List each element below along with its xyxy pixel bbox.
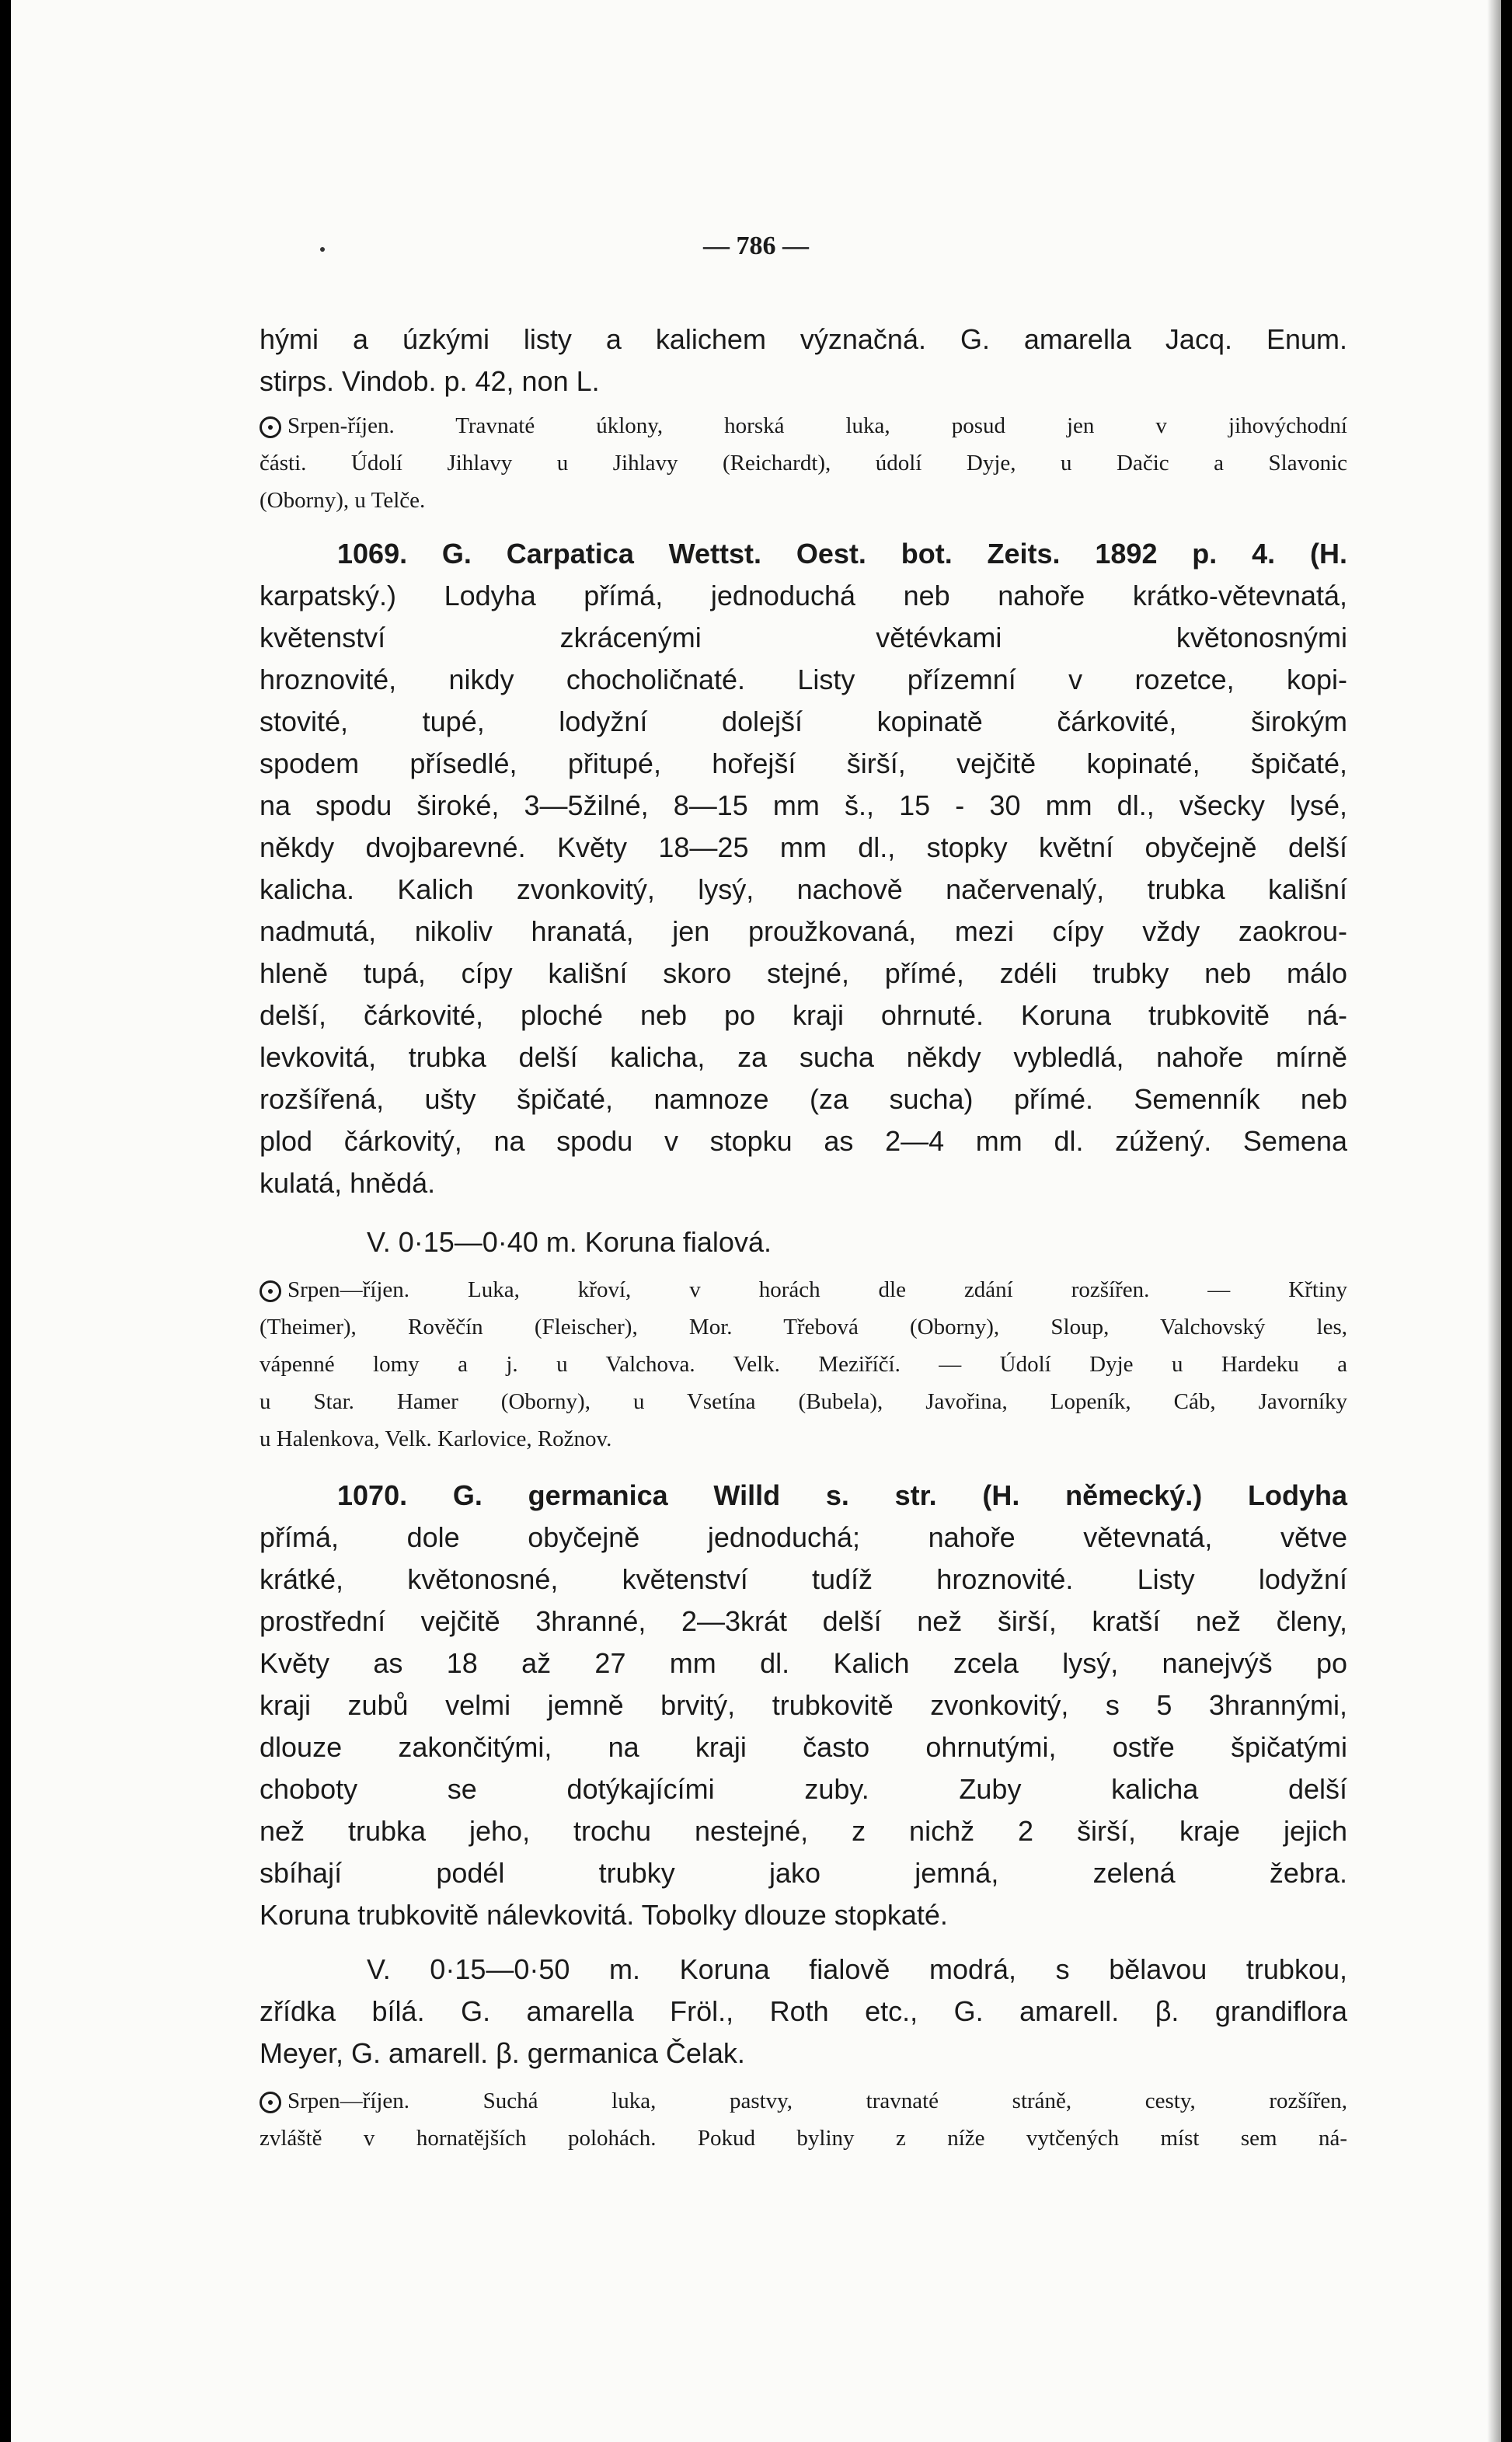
text-line: zvláště v hornatějších polohách. Pokud byliny z níže vytčených míst sem ná- [260,2126,1347,2151]
text-line: Koruna trubkovitě nálevkovitá. Tobolky dlouze stopkaté. [260,1899,948,1931]
text-line: hými a úzkými listy a kalichem význačná. G. amarella Jacq. Enum. [260,323,1347,355]
text-line: dlouze zakončitými, na kraji často ohrnutými, ostře špičatými [260,1731,1347,1763]
page-edge-shadow [1487,0,1501,2442]
text-line: karpatský.) Lodyha přímá, jednoduchá neb nahoře krátko-větevnatá, [260,580,1347,611]
text-line: kalicha. Kalich zvonkovitý, lysý, nachově načervenalý, trubka kališní [260,873,1347,905]
text-line: Srpen-říjen. Travnaté úklony, horská luka, posud jen v jihovýchodní [260,407,1347,444]
text-line: levkovitá, trubka delší kalicha, za sucha někdy vybledlá, nahoře mírně [260,1041,1347,1073]
text-line: (Oborny), u Telče. [260,488,426,513]
page-number: — 786 — [703,232,809,260]
text-line: než trubka jeho, trochu nestejné, z nichž 2 širší, kraje jejich [260,1815,1347,1847]
text-line: sbíhají podél trubky jako jemná, zelená žebra. [260,1857,1347,1889]
text-line: květenství zkrácenými větévkami květonosnými [260,622,1347,653]
text-line: části. Údolí Jihlavy u Jihlavy (Reichardt), údolí Dyje, u Dačic a Slavonic [260,451,1347,476]
text-line: Srpen—říjen. Luka, křoví, v horách dle zdání rozšířen. — Křtiny [260,1271,1347,1308]
species-1070-description [260,1475,1347,1936]
text-line: V. 0·15—0·50 m. Koruna fialově modrá, s bělavou trubkou, [367,1953,1347,1985]
text-line: u Star. Hamer (Oborny), u Vsetína (Bubela), Javořina, Lopeník, Cáb, Javorníky [260,1389,1347,1414]
text-line: stovité, tupé, lodyžní dolejší kopinatě čárkovité, širokým [260,705,1347,737]
text-line: u Halenkova, Velk. Karlovice, Rožnov. [260,1427,612,1451]
text-line: hleně tupá, cípy kališní skoro stejné, přímé, zdéli trubky neb málo [260,957,1347,989]
text-line: delší, čárkovité, ploché neb po kraji ohrnuté. Koruna trubkovitě ná- [260,999,1347,1031]
species-heading: 1070. G. germanica Willd s. str. (H. německý.) Lodyha [337,1479,1347,1511]
text-line: Meyer, G. amarell. β. germanica Čelak. [260,2037,745,2069]
text-line: V. 0·15—0·40 m. Koruna fialová. [367,1226,772,1258]
distribution-note-1 [260,407,1347,519]
species-1069-description [260,533,1347,1204]
document-page [11,0,1501,2442]
text-line: Květy as 18 až 27 mm dl. Kalich zcela lysý, nanejvýš po [260,1647,1347,1679]
annual-plant-icon [260,416,281,438]
annual-plant-icon [260,1280,281,1302]
species-heading: 1069. G. Carpatica Wettst. Oest. bot. Zeits. 1892 p. 4. (H. [337,538,1347,570]
text-line: krátké, květonosné, květenství tudíž hroznovité. Listy lodyžní [260,1563,1347,1595]
text-line: stirps. Vindob. p. 42, non L. [260,365,600,397]
text-line: někdy dvojbarevné. Květy 18—25 mm dl., stopky květní obyčejně delší [260,831,1347,863]
text-line: kraji zubů velmi jemně brvitý, trubkovitě zvonkovitý, s 5 3hrannými, [260,1689,1347,1721]
text-line: přímá, dole obyčejně jednoduchá; nahoře větevnatá, větve [260,1521,1347,1553]
text-line: na spodu široké, 3—5žilné, 8—15 mm š., 15 - 30 mm dl., všecky lysé, [260,789,1347,821]
distribution-note-2 [260,1271,1347,1458]
annual-plant-icon [260,2092,281,2113]
text-line: spodem přísedlé, přitupé, hořejší širší, vejčitě kopinaté, špičaté, [260,747,1347,779]
species-1070-size-synonyms [260,1949,1347,2074]
text-line: hroznovité, nikdy chocholičnaté. Listy přízemní v rozetce, kopi- [260,664,1347,695]
text-line: nadmutá, nikoliv hranatá, jen proužkovaná, mezi cípy vždy zaokrou- [260,915,1347,947]
text-line: prostřední vejčitě 3hranné, 2—3krát delší než širší, kratší než členy, [260,1605,1347,1637]
distribution-note-3 [260,2082,1347,2157]
species-1069-size [260,1221,1347,1263]
text-line: zřídka bílá. G. amarella Fröl., Roth etc., G. amarell. β. grandiflora [260,1995,1347,2027]
text-line: Srpen—říjen. Suchá luka, pastvy, travnaté stráně, cesty, rozšířen, [260,2082,1347,2120]
text-line: vápenné lomy a j. u Valchova. Velk. Meziříčí. — Údolí Dyje u Hardeku a [260,1352,1347,1377]
text-line: rozšířená, ušty špičaté, namnoze (za sucha) přímé. Semenník neb [260,1083,1347,1115]
text-line: (Theimer), Rověčín (Fleischer), Mor. Třebová (Oborny), Sloup, Valchovský les, [260,1315,1347,1339]
text-line: plod čárkovitý, na spodu v stopku as 2—4 mm dl. zúžený. Semena [260,1125,1347,1157]
text-line: choboty se dotýkajícími zuby. Zuby kalicha delší [260,1773,1347,1805]
paragraph-continuation [260,319,1347,402]
text-line: kulatá, hnědá. [260,1167,436,1199]
